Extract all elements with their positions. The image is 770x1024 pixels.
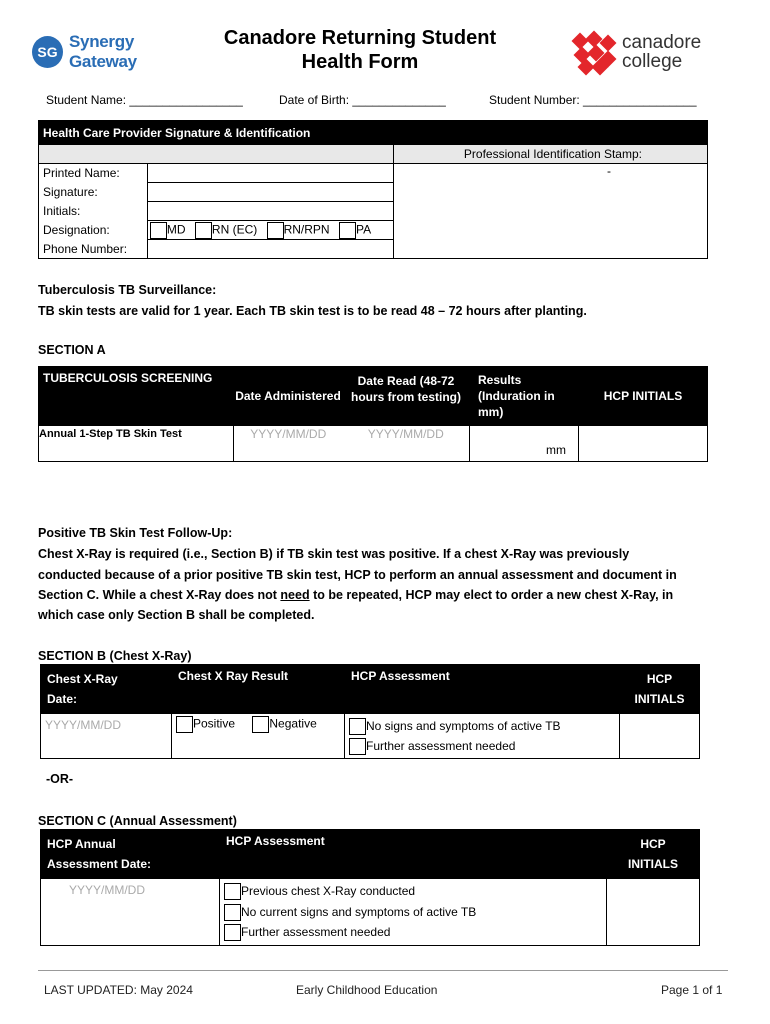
date-administered-input[interactable] bbox=[234, 426, 343, 462]
results-input[interactable] bbox=[470, 426, 579, 462]
hcp-initials-a-input[interactable] bbox=[579, 426, 708, 462]
or-divider: -OR- bbox=[46, 772, 74, 786]
followup-p1: Chest X-Ray is required (i.e., Section B) if TB skin test was positive. If a chest X-Ray was previously bbox=[38, 547, 630, 561]
section-c-h3 bbox=[607, 830, 700, 879]
footer-divider bbox=[38, 970, 728, 971]
provider-heading: Health Care Provider Signature & Identification bbox=[39, 121, 394, 145]
c-h1b: Assessment Date: bbox=[47, 857, 152, 871]
student-number-field[interactable]: Student Number: _________________ bbox=[489, 93, 697, 107]
followup-p4: which case only Section B shall be completed. bbox=[38, 608, 315, 622]
previous-xray-label: Previous chest X-Ray conducted bbox=[241, 884, 416, 898]
stamp-dash: - bbox=[607, 164, 611, 178]
footer-program: Early Childhood Education bbox=[296, 983, 438, 997]
title-line-2: Health Form bbox=[301, 51, 419, 73]
sg-circle-icon: SG bbox=[32, 36, 63, 68]
col3-line2: hours from testing) bbox=[351, 390, 461, 404]
b-h1a: Chest X-Ray bbox=[47, 672, 118, 686]
stamp-area bbox=[394, 164, 708, 259]
stamp-label: Professional Identification Stamp: bbox=[394, 145, 708, 164]
followup-p3 bbox=[38, 585, 728, 606]
col4-line2: (Induration in bbox=[478, 389, 555, 403]
section-a-col5: HCP INITIALS bbox=[579, 367, 708, 426]
phone-label: Phone Number: bbox=[39, 240, 148, 259]
section-c-h2: HCP Assessment bbox=[220, 830, 607, 879]
phone-input[interactable] bbox=[147, 240, 394, 259]
section-a-table bbox=[38, 366, 708, 462]
section-c-table bbox=[40, 829, 700, 946]
section-a-col1: TUBERCULOSIS SCREENING bbox=[39, 367, 234, 426]
no-signs-label: No signs and symptoms of active TB bbox=[366, 719, 561, 733]
followup-title: Positive TB Skin Test Follow-Up: bbox=[38, 526, 233, 540]
annual-date-input[interactable] bbox=[41, 879, 220, 946]
section-b-h1 bbox=[41, 665, 172, 714]
further-assessment-b-checkbox[interactable] bbox=[349, 738, 366, 755]
no-signs-checkbox[interactable] bbox=[349, 718, 366, 735]
rn-rpn-label: RN/RPN bbox=[283, 222, 330, 237]
col4-line3: mm) bbox=[478, 405, 504, 419]
date-placeholder-2: YYYY/MM/DD bbox=[367, 427, 444, 441]
canadore-logo bbox=[572, 30, 701, 74]
b-h4b: INITIALS bbox=[634, 692, 685, 706]
date-read-input[interactable] bbox=[343, 426, 470, 462]
b-h1b: Date: bbox=[47, 692, 78, 706]
synergy-gateway-logo bbox=[32, 32, 202, 72]
no-current-signs-checkbox[interactable] bbox=[224, 904, 241, 921]
date-placeholder-1: YYYY/MM/DD bbox=[250, 427, 327, 441]
student-name-field[interactable]: Student Name: _________________ bbox=[46, 93, 243, 107]
p3-b: to be repeated, HCP may elect to order a new chest X-Ray, in bbox=[309, 588, 674, 602]
xray-date-input[interactable] bbox=[41, 714, 172, 759]
pa-checkbox[interactable] bbox=[339, 222, 356, 239]
c-date-placeholder: YYYY/MM/DD bbox=[69, 883, 146, 897]
section-b-h4 bbox=[620, 665, 700, 714]
hcp-initials-c-input[interactable] bbox=[607, 879, 700, 946]
tb-note: TB skin tests are valid for 1 year. Each TB skin test is to be read 48 – 72 hours after planting. bbox=[38, 304, 587, 318]
col3-line1: Date Read (48-72 bbox=[357, 374, 455, 388]
further-assessment-b-label: Further assessment needed bbox=[366, 739, 516, 753]
canadore-mark-icon bbox=[572, 31, 616, 73]
col4-line1: Results bbox=[478, 373, 522, 387]
rn-rpn-checkbox[interactable] bbox=[267, 222, 284, 239]
xray-result-options bbox=[172, 714, 345, 759]
section-b-h2: Chest X Ray Result bbox=[172, 665, 345, 714]
printed-name-input[interactable] bbox=[147, 164, 394, 183]
previous-xray-checkbox[interactable] bbox=[224, 883, 241, 900]
c-h3b: INITIALS bbox=[628, 857, 678, 871]
section-a-col2: Date Administered bbox=[234, 367, 343, 426]
b-assessment-options bbox=[345, 714, 620, 759]
p3-underline: need bbox=[280, 588, 310, 602]
tb-skin-test-label: Annual 1-Step TB Skin Test bbox=[39, 426, 234, 462]
page-title bbox=[200, 26, 520, 74]
designation-options bbox=[147, 221, 394, 240]
c-h3a: HCP bbox=[640, 837, 666, 851]
signature-input[interactable] bbox=[147, 183, 394, 202]
md-checkbox[interactable] bbox=[150, 222, 167, 239]
dob-field[interactable]: Date of Birth: ______________ bbox=[279, 93, 446, 107]
title-line-1: Canadore Returning Student bbox=[223, 27, 497, 49]
hcp-initials-b-input[interactable] bbox=[620, 714, 700, 759]
p3-a: Section C. While a chest X-Ray does not bbox=[38, 588, 281, 602]
positive-checkbox[interactable] bbox=[176, 716, 193, 733]
mm-unit: mm bbox=[546, 443, 566, 457]
no-current-signs-label: No current signs and symptoms of active TB bbox=[241, 904, 477, 919]
followup-p2: conducted because of a prior positive TB skin test, HCP to perform an annual assessment and document in bbox=[38, 568, 677, 582]
md-label: MD bbox=[166, 222, 186, 237]
initials-input[interactable] bbox=[147, 202, 394, 221]
further-assessment-c-label: Further assessment needed bbox=[241, 925, 391, 939]
section-c-title: SECTION C (Annual Assessment) bbox=[38, 814, 237, 828]
footer-page: Page 1 of 1 bbox=[661, 983, 723, 997]
footer-updated: LAST UPDATED: May 2024 bbox=[44, 983, 193, 997]
designation-label: Designation: bbox=[39, 221, 148, 240]
negative-checkbox[interactable] bbox=[252, 716, 269, 733]
section-b-table bbox=[40, 664, 700, 759]
rn-ec-label: RN (EC) bbox=[211, 222, 258, 237]
section-a-col3 bbox=[343, 367, 470, 426]
logo-line-1: canadore bbox=[622, 32, 702, 53]
provider-table bbox=[38, 120, 708, 259]
logo-text: Synergy Gateway bbox=[69, 32, 137, 71]
initials-label: Initials: bbox=[39, 202, 148, 221]
section-c-h1 bbox=[41, 830, 220, 879]
b-date-placeholder: YYYY/MM/DD bbox=[45, 718, 122, 732]
section-a-col4 bbox=[470, 367, 579, 426]
section-a-title: SECTION A bbox=[38, 343, 106, 357]
c-assessment-options bbox=[220, 879, 607, 946]
printed-name-label: Printed Name: bbox=[39, 164, 148, 183]
section-b-title: SECTION B (Chest X-Ray) bbox=[38, 649, 192, 663]
section-b-h3: HCP Assessment bbox=[345, 665, 620, 714]
logo-line-2: college bbox=[622, 51, 683, 72]
rn-ec-checkbox[interactable] bbox=[195, 222, 212, 239]
further-assessment-c-checkbox[interactable] bbox=[224, 924, 241, 941]
b-h4a: HCP bbox=[646, 672, 673, 686]
c-h1a: HCP Annual bbox=[47, 837, 116, 851]
pa-label: PA bbox=[355, 222, 372, 237]
signature-label: Signature: bbox=[39, 183, 148, 202]
positive-label: Positive bbox=[193, 716, 236, 731]
tb-title: Tuberculosis TB Surveillance: bbox=[38, 283, 217, 297]
negative-label: Negative bbox=[269, 716, 317, 731]
